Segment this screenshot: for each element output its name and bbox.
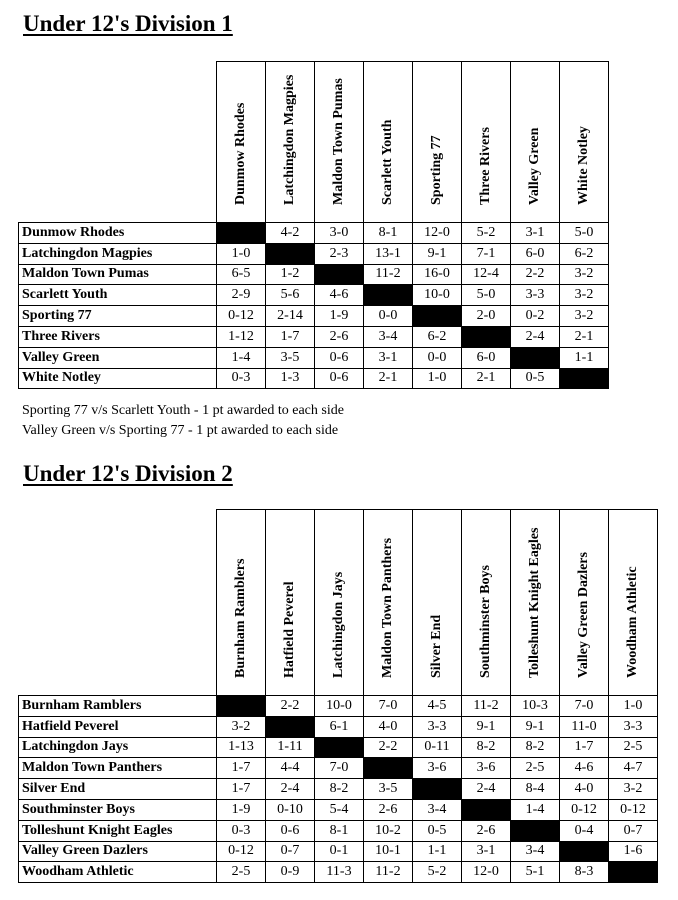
result-cell: 0-3	[217, 820, 266, 841]
result-cell: 12-0	[462, 862, 511, 883]
column-header-label: Woodham Athletic	[625, 566, 640, 678]
result-cell: 2-14	[266, 306, 315, 327]
result-cell: 6-0	[511, 243, 560, 264]
result-cell: 0-10	[266, 799, 315, 820]
division-2-title: Under 12's Division 2	[23, 461, 233, 486]
table-row	[19, 716, 658, 737]
result-cell: 2-9	[217, 285, 266, 306]
result-cell: 0-4	[560, 820, 609, 841]
result-cell: 2-4	[462, 779, 511, 800]
table-row	[19, 285, 609, 306]
result-cell: 3-2	[560, 264, 609, 285]
result-cell: 3-4	[364, 326, 413, 347]
result-cell: 2-2	[511, 264, 560, 285]
result-cell: 0-6	[266, 820, 315, 841]
column-header-latchingdon-jays	[315, 510, 364, 696]
table-row	[19, 696, 658, 717]
self-match-blank	[315, 264, 364, 285]
column-header-valley-green	[511, 62, 560, 223]
result-cell: 0-6	[315, 368, 364, 389]
result-cell: 0-12	[217, 306, 266, 327]
table-row	[19, 820, 658, 841]
column-header-maldon-town-pumas	[315, 62, 364, 223]
result-cell: 1-4	[217, 347, 266, 368]
self-match-blank	[266, 243, 315, 264]
self-match-blank	[315, 737, 364, 758]
result-cell: 1-0	[217, 243, 266, 264]
result-cell: 5-6	[266, 285, 315, 306]
table-row	[19, 306, 609, 327]
column-header-valley-green-dazlers	[560, 510, 609, 696]
table-row	[19, 758, 658, 779]
result-cell: 4-0	[364, 716, 413, 737]
result-cell: 0-0	[413, 347, 462, 368]
result-cell: 0-9	[266, 862, 315, 883]
result-cell: 7-0	[560, 696, 609, 717]
result-cell: 2-5	[511, 758, 560, 779]
result-cell: 3-2	[560, 306, 609, 327]
result-cell: 4-2	[266, 223, 315, 244]
result-cell: 3-4	[511, 841, 560, 862]
self-match-blank	[364, 758, 413, 779]
row-header-scarlett-youth: Scarlett Youth	[19, 285, 217, 306]
result-cell: 8-2	[315, 779, 364, 800]
result-cell: 3-5	[364, 779, 413, 800]
row-header-hatfield-peverel: Hatfield Peverel	[19, 716, 217, 737]
table-row	[19, 841, 658, 862]
result-cell: 0-5	[511, 368, 560, 389]
row-header-maldon-town-panthers: Maldon Town Panthers	[19, 758, 217, 779]
result-cell: 8-3	[560, 862, 609, 883]
row-header-valley-green: Valley Green	[19, 347, 217, 368]
result-cell: 5-2	[413, 862, 462, 883]
result-cell: 10-0	[413, 285, 462, 306]
result-cell: 1-0	[413, 368, 462, 389]
column-header-maldon-town-panthers	[364, 510, 413, 696]
result-cell: 13-1	[364, 243, 413, 264]
row-header-silver-end: Silver End	[19, 779, 217, 800]
self-match-blank	[511, 347, 560, 368]
result-cell: 1-7	[217, 779, 266, 800]
column-header-label: Silver End	[429, 614, 444, 678]
self-match-blank	[462, 326, 511, 347]
self-match-blank	[609, 862, 658, 883]
result-cell: 3-3	[609, 716, 658, 737]
table-row	[19, 243, 609, 264]
table-corner	[19, 510, 217, 696]
result-cell: 5-0	[462, 285, 511, 306]
result-cell: 1-13	[217, 737, 266, 758]
result-cell: 2-4	[511, 326, 560, 347]
self-match-blank	[364, 285, 413, 306]
column-header-sporting-77	[413, 62, 462, 223]
result-cell: 3-5	[266, 347, 315, 368]
result-cell: 0-7	[609, 820, 658, 841]
result-cell: 6-5	[217, 264, 266, 285]
result-cell: 2-3	[315, 243, 364, 264]
result-cell: 7-1	[462, 243, 511, 264]
result-cell: 16-0	[413, 264, 462, 285]
result-cell: 1-3	[266, 368, 315, 389]
column-header-label: Sporting 77	[429, 135, 444, 205]
result-cell: 2-1	[462, 368, 511, 389]
result-cell: 4-7	[609, 758, 658, 779]
result-cell: 3-3	[413, 716, 462, 737]
column-header-label: Hatfield Peverel	[282, 581, 297, 678]
result-cell: 8-4	[511, 779, 560, 800]
result-cell: 7-0	[315, 758, 364, 779]
result-cell: 3-2	[609, 779, 658, 800]
self-match-blank	[413, 779, 462, 800]
result-cell: 3-6	[462, 758, 511, 779]
column-header-hatfield-peverel	[266, 510, 315, 696]
table-row	[19, 737, 658, 758]
result-cell: 7-0	[364, 696, 413, 717]
column-header-white-notley	[560, 62, 609, 223]
result-cell: 8-2	[511, 737, 560, 758]
result-cell: 1-9	[217, 799, 266, 820]
result-cell: 6-2	[413, 326, 462, 347]
column-header-dunmow-rhodes	[217, 62, 266, 223]
result-cell: 0-1	[315, 841, 364, 862]
column-header-label: Southminster Boys	[478, 565, 493, 678]
result-cell: 0-0	[364, 306, 413, 327]
result-cell: 2-6	[364, 799, 413, 820]
result-cell: 12-4	[462, 264, 511, 285]
result-cell: 8-2	[462, 737, 511, 758]
column-header-label: Valley Green	[527, 127, 542, 205]
division-1-note-2: Valley Green v/s Sporting 77 - 1 pt awarded to each side	[22, 423, 339, 438]
result-cell: 1-1	[413, 841, 462, 862]
result-cell: 2-5	[217, 862, 266, 883]
self-match-blank	[266, 716, 315, 737]
result-cell: 11-2	[462, 696, 511, 717]
column-header-southminster-boys	[462, 510, 511, 696]
result-cell: 1-7	[560, 737, 609, 758]
table-row	[19, 368, 609, 389]
result-cell: 8-1	[364, 223, 413, 244]
result-cell: 2-2	[364, 737, 413, 758]
row-header-maldon-town-pumas: Maldon Town Pumas	[19, 264, 217, 285]
result-cell: 2-5	[609, 737, 658, 758]
self-match-blank	[413, 306, 462, 327]
result-cell: 0-12	[609, 799, 658, 820]
row-header-southminster-boys: Southminster Boys	[19, 799, 217, 820]
result-cell: 11-0	[560, 716, 609, 737]
column-header-label: Maldon Town Panthers	[380, 537, 395, 678]
result-cell: 11-2	[364, 264, 413, 285]
column-header-label: Maldon Town Pumas	[331, 78, 346, 205]
result-cell: 3-3	[511, 285, 560, 306]
division-2-results-table	[18, 509, 658, 883]
column-header-label: Valley Green Dazlers	[576, 552, 591, 678]
result-cell: 3-2	[560, 285, 609, 306]
column-header-latchingdon-magpies	[266, 62, 315, 223]
result-cell: 1-0	[609, 696, 658, 717]
result-cell: 4-5	[413, 696, 462, 717]
result-cell: 2-1	[364, 368, 413, 389]
result-cell: 0-11	[413, 737, 462, 758]
column-header-label: Burnham Ramblers	[233, 558, 248, 678]
result-cell: 3-6	[413, 758, 462, 779]
table-row	[19, 347, 609, 368]
row-header-latchingdon-jays: Latchingdon Jays	[19, 737, 217, 758]
row-header-woodham-athletic: Woodham Athletic	[19, 862, 217, 883]
result-cell: 3-0	[315, 223, 364, 244]
self-match-blank	[217, 696, 266, 717]
column-header-label: Latchingdon Jays	[331, 571, 346, 678]
result-cell: 0-12	[217, 841, 266, 862]
result-cell: 1-12	[217, 326, 266, 347]
column-header-burnham-ramblers	[217, 510, 266, 696]
result-cell: 0-12	[560, 799, 609, 820]
column-header-woodham-athletic	[609, 510, 658, 696]
result-cell: 3-4	[413, 799, 462, 820]
result-cell: 4-6	[315, 285, 364, 306]
result-cell: 2-2	[266, 696, 315, 717]
self-match-blank	[462, 799, 511, 820]
result-cell: 4-0	[560, 779, 609, 800]
row-header-burnham-ramblers: Burnham Ramblers	[19, 696, 217, 717]
result-cell: 4-4	[266, 758, 315, 779]
table-row	[19, 326, 609, 347]
row-header-dunmow-rhodes: Dunmow Rhodes	[19, 223, 217, 244]
row-header-latchingdon-magpies: Latchingdon Magpies	[19, 243, 217, 264]
self-match-blank	[560, 841, 609, 862]
result-cell: 11-3	[315, 862, 364, 883]
result-cell: 2-6	[315, 326, 364, 347]
division-1-note-1: Sporting 77 v/s Scarlett Youth - 1 pt awarded to each side	[22, 403, 344, 418]
result-cell: 3-1	[364, 347, 413, 368]
result-cell: 5-2	[462, 223, 511, 244]
result-cell: 1-11	[266, 737, 315, 758]
column-header-label: Scarlett Youth	[380, 119, 395, 205]
column-header-label: White Notley	[576, 126, 591, 205]
column-header-label: Dunmow Rhodes	[233, 102, 248, 205]
result-cell: 3-2	[217, 716, 266, 737]
result-cell: 6-0	[462, 347, 511, 368]
result-cell: 2-6	[462, 820, 511, 841]
result-cell: 9-1	[462, 716, 511, 737]
result-cell: 1-9	[315, 306, 364, 327]
result-cell: 2-4	[266, 779, 315, 800]
self-match-blank	[560, 368, 609, 389]
self-match-blank	[217, 223, 266, 244]
result-cell: 9-1	[413, 243, 462, 264]
result-cell: 1-6	[609, 841, 658, 862]
table-row	[19, 799, 658, 820]
division-1-title: Under 12's Division 1	[23, 11, 233, 36]
row-header-tolleshunt-knight-eagles: Tolleshunt Knight Eagles	[19, 820, 217, 841]
result-cell: 5-0	[560, 223, 609, 244]
result-cell: 1-1	[560, 347, 609, 368]
result-cell: 6-2	[560, 243, 609, 264]
result-cell: 10-2	[364, 820, 413, 841]
result-cell: 1-7	[266, 326, 315, 347]
result-cell: 10-0	[315, 696, 364, 717]
result-cell: 5-1	[511, 862, 560, 883]
result-cell: 1-2	[266, 264, 315, 285]
result-cell: 0-6	[315, 347, 364, 368]
table-row	[19, 223, 609, 244]
row-header-valley-green-dazlers: Valley Green Dazlers	[19, 841, 217, 862]
column-header-label: Latchingdon Magpies	[282, 74, 297, 205]
row-header-white-notley: White Notley	[19, 368, 217, 389]
result-cell: 0-2	[511, 306, 560, 327]
self-match-blank	[511, 820, 560, 841]
result-cell: 8-1	[315, 820, 364, 841]
result-cell: 9-1	[511, 716, 560, 737]
column-header-label: Three Rivers	[478, 127, 493, 205]
result-cell: 3-1	[462, 841, 511, 862]
result-cell: 12-0	[413, 223, 462, 244]
result-cell: 4-6	[560, 758, 609, 779]
result-cell: 0-5	[413, 820, 462, 841]
result-cell: 2-0	[462, 306, 511, 327]
result-cell: 10-1	[364, 841, 413, 862]
result-cell: 1-7	[217, 758, 266, 779]
column-header-scarlett-youth	[364, 62, 413, 223]
table-corner	[19, 62, 217, 223]
result-cell: 0-7	[266, 841, 315, 862]
division-1-results-table	[18, 61, 609, 389]
column-header-tolleshunt-knight-eagles	[511, 510, 560, 696]
row-header-three-rivers: Three Rivers	[19, 326, 217, 347]
table-row	[19, 264, 609, 285]
result-cell: 0-3	[217, 368, 266, 389]
table-row	[19, 862, 658, 883]
result-cell: 11-2	[364, 862, 413, 883]
result-cell: 5-4	[315, 799, 364, 820]
result-cell: 6-1	[315, 716, 364, 737]
result-cell: 3-1	[511, 223, 560, 244]
result-cell: 1-4	[511, 799, 560, 820]
column-header-label: Tolleshunt Knight Eagles	[527, 527, 542, 678]
column-header-three-rivers	[462, 62, 511, 223]
result-cell: 2-1	[560, 326, 609, 347]
result-cell: 10-3	[511, 696, 560, 717]
table-row	[19, 779, 658, 800]
row-header-sporting-77: Sporting 77	[19, 306, 217, 327]
column-header-silver-end	[413, 510, 462, 696]
